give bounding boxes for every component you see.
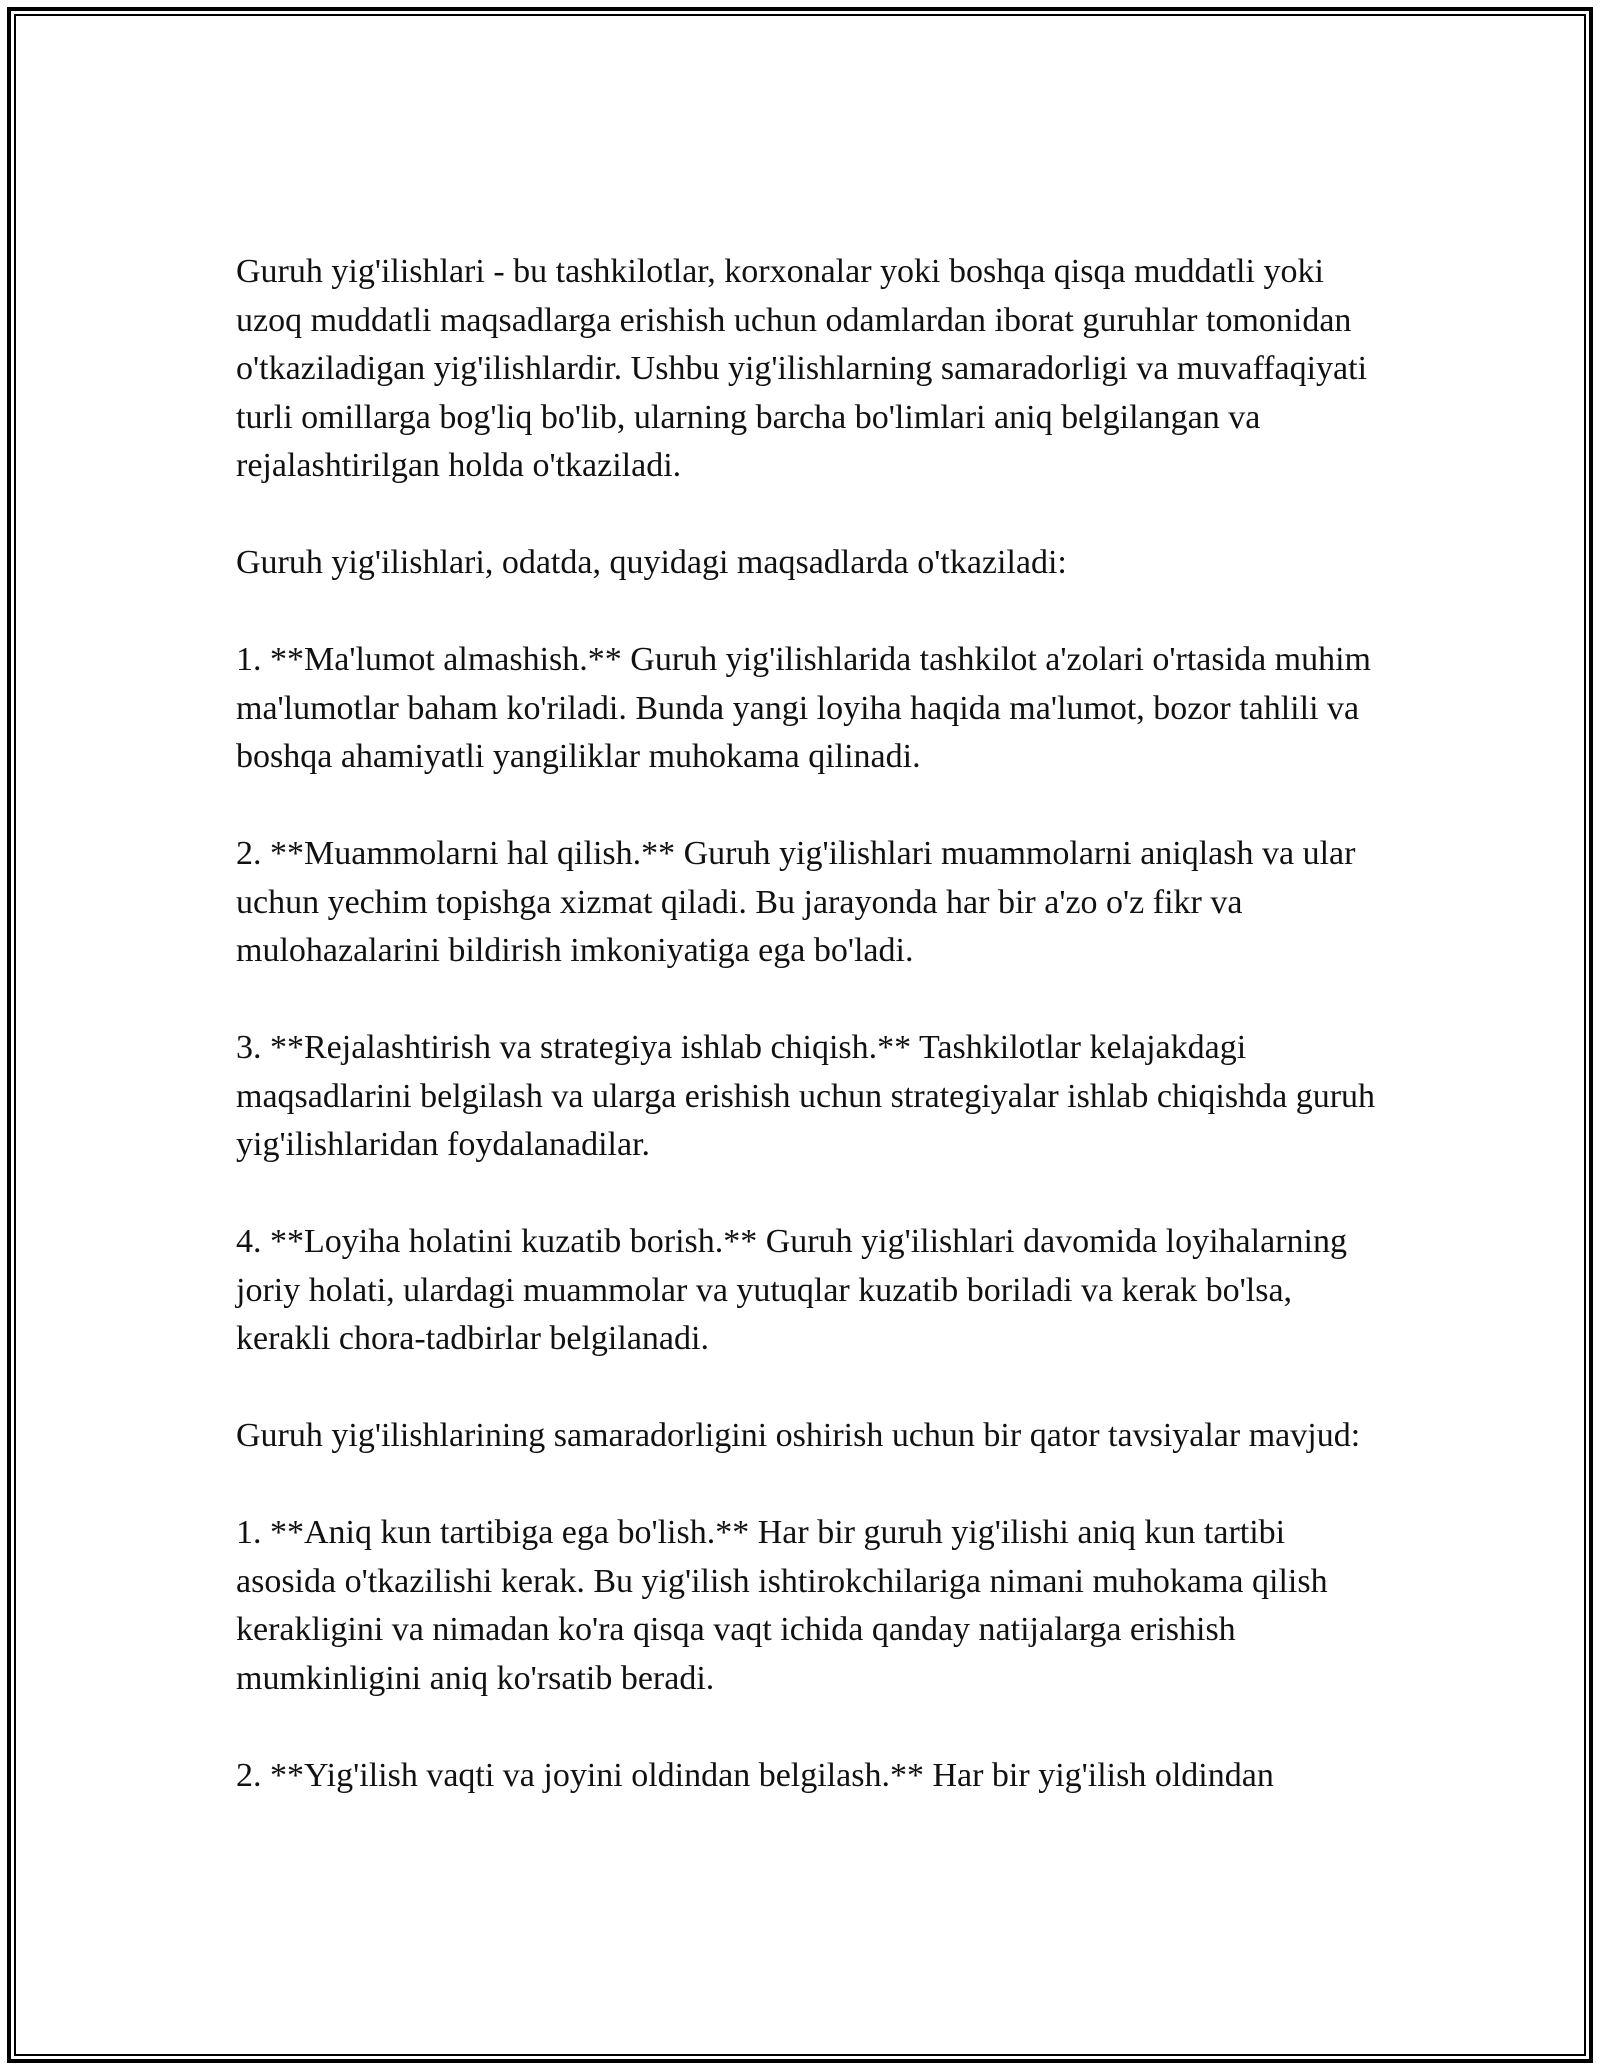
list-item-clear-agenda: 1. **Aniq kun tartibiga ega bo'lish.** Har bir guruh yig'ilishi aniq kun tartibi asosida o'tkazilishi kerak. Bu yig'ilish ishtirokchilariga nimani muhokama qilish kerakligini va nimadan ko'ra qisqa vaqt ichida qanday natijalarga erishish mumkinligini aniq ko'rsatib beradi. — [236, 1514, 1328, 1697]
list-item-planning-strategy: 3. **Rejalashtirish va strategiya ishlab chiqish.** Tashkilotlar kelajakdagi maqsadlarini belgilash va ularga erishish uchun strategiyalar ishlab chiqishda guruh yig'ilishlaridan foydalanadilar. — [236, 1029, 1376, 1163]
document-body — [236, 248, 1376, 1800]
list-item-time-and-place: 2. **Yig'ilish vaqti va joyini oldindan belgilash.** Har bir yig'ilish oldindan — [236, 1756, 1274, 1794]
paragraph-purposes-heading: Guruh yig'ilishlari, odatda, quyidagi maqsadlarda o'tkaziladi: — [236, 544, 1067, 581]
list-item-project-tracking: 4. **Loyiha holatini kuzatib borish.** Guruh yig'ilishlari davomida loyihalarning joriy holati, ulardagi muammolar va yutuqlar kuzatib boriladi va kerak bo'lsa, kerakli chora-tadbirlar belgilanadi. — [236, 1223, 1347, 1357]
paragraph-intro: Guruh yig'ilishlari - bu tashkilotlar, korxonalar yoki boshqa qisqa muddatli yoki uzoq muddatli maqsadlarga erishish uchun odamlardan iborat guruhlar tomonidan o'tkaziladigan yig'ilishlardir. Ushbu yig'ilishlarning samaradorligi va muvaffaqiyati turli omillarga bog'liq bo'lib, ularning barcha bo'limlari aniq belgilangan va rejalashtirilgan holda o'tkaziladi. — [236, 253, 1368, 484]
list-item-information-sharing: 1. **Ma'lumot almashish.** Guruh yig'ilishlarida tashkilot a'zolari o'rtasida muhim ma'lumotlar baham ko'riladi. Bunda yangi loyiha haqida ma'lumot, bozor tahlili va boshqa ahamiyatli yangiliklar muhokama qilinadi. — [236, 641, 1371, 775]
list-item-problem-solving: 2. **Muammolarni hal qilish.** Guruh yig'ilishlari muammolarni aniqlash va ular uchun yechim topishga xizmat qiladi. Bu jarayonda har bir a'zo o'z fikr va mulohazalarini bildirish imkoniyatiga ega bo'ladi. — [236, 835, 1356, 969]
paragraph-recommendations-heading: Guruh yig'ilishlarining samaradorligini oshirish uchun bir qator tavsiyalar mavjud: — [236, 1417, 1361, 1454]
